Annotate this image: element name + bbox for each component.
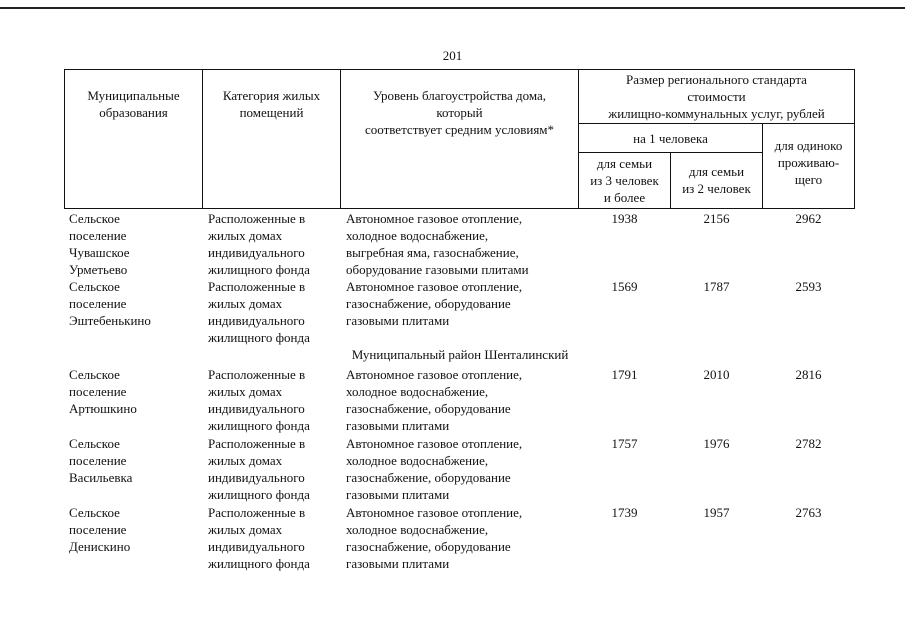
cell-municipality: Сельское поселение Артюшкино	[69, 367, 137, 416]
header-top-border	[64, 69, 855, 70]
cell-single: 2962	[795, 211, 822, 226]
cell-family3: 1757	[611, 436, 638, 451]
cell-category: Расположенные в жилых домах индивидуального жилищного фонда	[208, 367, 310, 433]
cell-level: Автономное газовое отопление, холодное водоснабжение, газоснабжение, оборудование газовыми плитами	[346, 436, 523, 502]
cell-family2: 1976	[703, 436, 730, 451]
cell-family2: 1787	[703, 279, 730, 294]
cell-family3: 1569	[611, 279, 638, 294]
header-family3: для семьи из 3 человек и более	[590, 156, 659, 205]
cell-level: Автономное газовое отопление, холодное водоснабжение, газоснабжение, оборудование газовыми плитами	[346, 367, 523, 433]
cell-single: 2593	[795, 279, 822, 294]
district-heading: Муниципальный район Шенталинский	[351, 347, 569, 362]
cell-municipality: Сельское поселение Денискино	[69, 505, 131, 554]
header-size: Размер регионального стандарта стоимости жилищно-коммунальных услуг, рублей	[608, 72, 825, 121]
header-category: Категория жилых помещений	[222, 88, 321, 120]
scan-edge-line	[0, 7, 905, 9]
cell-municipality: Сельское поселение Чувашское Урметьево	[69, 211, 130, 277]
cell-family2: 2010	[703, 367, 730, 382]
cell-municipality: Сельское поселение Васильевка	[69, 436, 133, 485]
header-level: Уровень благоустройства дома, который соответствует средним условиям*	[364, 88, 555, 137]
cell-family3: 1938	[611, 211, 638, 226]
cell-family2: 1957	[703, 505, 730, 520]
cell-single: 2763	[795, 505, 822, 520]
cell-single: 2816	[795, 367, 822, 382]
size-under-line	[578, 123, 855, 124]
cell-level: Автономное газовое отопление, холодное водоснабжение, газоснабжение, оборудование газовыми плитами	[346, 505, 523, 571]
cell-single: 2782	[795, 436, 822, 451]
cell-municipality: Сельское поселение Эштебенькино	[69, 279, 151, 328]
cell-category: Расположенные в жилых домах индивидуального жилищного фонда	[208, 436, 310, 502]
cell-category: Расположенные в жилых домах индивидуального жилищного фонда	[208, 211, 310, 277]
header-municipal: Муниципальные образования	[87, 88, 180, 120]
header-family2: для семьи из 2 человек	[682, 164, 751, 196]
page-number: 201	[442, 48, 463, 63]
header-per-person: на 1 человека	[633, 131, 708, 146]
cell-category: Расположенные в жилых домах индивидуального жилищного фонда	[208, 505, 310, 571]
cell-family3: 1739	[611, 505, 638, 520]
cell-level: Автономное газовое отопление, холодное водоснабжение, выгребная яма, газоснабжение, оборудование газовыми плитами	[346, 211, 529, 277]
header-bottom-border	[64, 208, 855, 209]
cell-level: Автономное газовое отопление, газоснабжение, оборудование газовыми плитами	[346, 279, 523, 328]
cell-family3: 1791	[611, 367, 638, 382]
header-single: для одиноко проживаю- щего	[774, 138, 843, 187]
cell-category: Расположенные в жилых домах индивидуального жилищного фонда	[208, 279, 310, 345]
cell-family2: 2156	[703, 211, 730, 226]
